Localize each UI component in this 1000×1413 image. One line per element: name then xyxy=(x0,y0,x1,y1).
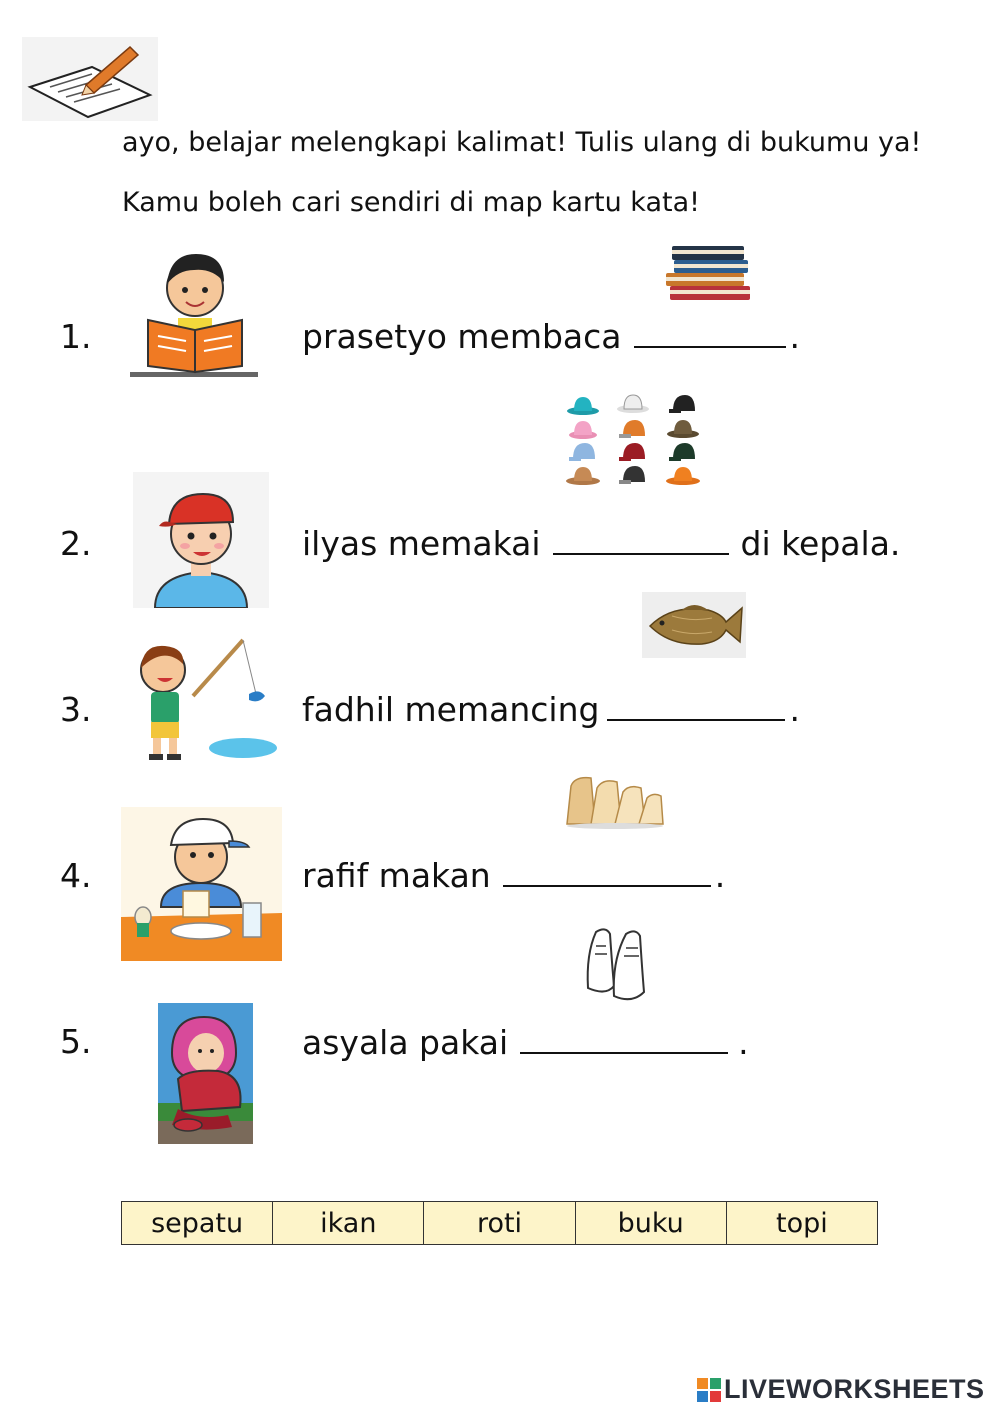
sentence-ending: . xyxy=(714,856,726,895)
girl-tying-shoes-icon xyxy=(158,1003,253,1144)
sentence-4 xyxy=(302,855,725,895)
instruction-line-1: ayo, belajar melengkapi kalimat! Tulis ulang di bukumu ya! xyxy=(122,127,922,158)
boy-eating-bread-icon xyxy=(121,807,282,961)
logo-text: LIVEWORKSHEETS xyxy=(724,1374,985,1404)
stack-of-books-icon xyxy=(664,240,754,306)
writing-paper-pencil-icon xyxy=(22,37,158,121)
item-number: 4. xyxy=(60,856,92,895)
sentence-ending: . xyxy=(738,1023,749,1062)
sentence-text: rafif makan xyxy=(302,856,491,895)
answer-blank[interactable] xyxy=(607,689,785,721)
sentence-3 xyxy=(302,689,800,729)
word-bank xyxy=(121,1201,878,1245)
sentence-ending: . xyxy=(789,317,801,356)
boy-fishing-icon xyxy=(133,638,278,764)
item-number: 5. xyxy=(60,1022,92,1061)
sentence-ending: di kepala. xyxy=(740,524,901,563)
boy-with-red-cap-icon xyxy=(133,472,269,608)
word-bank-item[interactable]: buku xyxy=(576,1202,727,1244)
sentence-1 xyxy=(302,316,800,356)
answer-blank[interactable] xyxy=(634,316,786,348)
sentence-text: prasetyo membaca xyxy=(302,317,622,356)
boy-reading-book-icon xyxy=(128,240,263,380)
answer-blank[interactable] xyxy=(503,855,711,887)
word-bank-item[interactable]: sepatu xyxy=(122,1202,273,1244)
item-number: 1. xyxy=(60,317,92,356)
word-bank-item[interactable]: roti xyxy=(424,1202,575,1244)
shoes-icon xyxy=(582,924,658,1004)
item-number: 2. xyxy=(60,524,92,563)
sentence-text: fadhil memancing xyxy=(302,690,600,729)
item-number: 3. xyxy=(60,690,92,729)
sentence-2 xyxy=(302,523,900,563)
liveworksheets-logo xyxy=(697,1374,985,1405)
sentence-5 xyxy=(302,1022,749,1062)
word-bank-item[interactable]: ikan xyxy=(273,1202,424,1244)
word-bank-item[interactable]: topi xyxy=(776,1207,828,1239)
sentence-ending: . xyxy=(789,690,800,729)
sentence-text: asyala pakai xyxy=(302,1023,509,1062)
sentence-text: ilyas memakai xyxy=(302,524,541,563)
liveworksheets-logo-icon xyxy=(697,1378,721,1402)
answer-blank[interactable] xyxy=(520,1022,728,1054)
fish-icon xyxy=(642,592,746,658)
answer-blank[interactable] xyxy=(553,523,729,555)
sliced-bread-icon xyxy=(563,774,665,830)
assorted-hats-icon xyxy=(563,393,703,488)
instruction-line-2: Kamu boleh cari sendiri di map kartu kata! xyxy=(122,187,700,218)
